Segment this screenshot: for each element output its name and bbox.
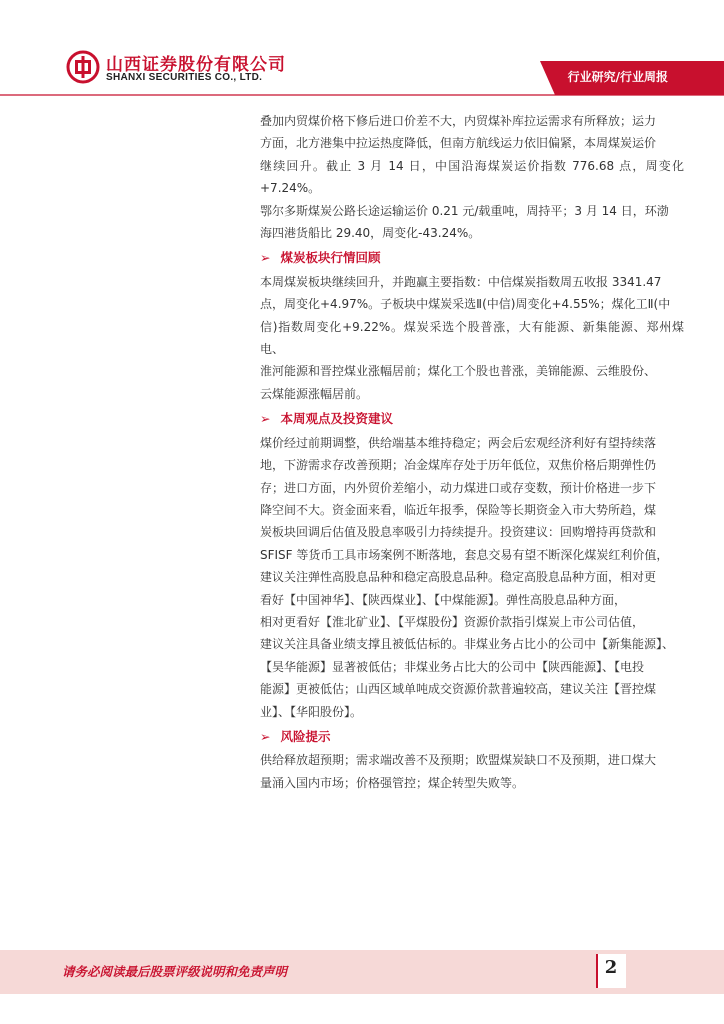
paragraph-freight (260, 110, 684, 244)
text-line: 【昊华能源】显著被低估；非煤业务占比大的公司中【陕西能源】、【电投 (260, 659, 645, 674)
text-line: 海四港货船比 29.40，周变化-43.24%。 (260, 226, 481, 241)
text-line: 信)指数周变化+9.22%。煤炭采选个股普涨，大有能源、新集能源、郑州煤电、 (260, 319, 684, 357)
page-number: 2 (604, 957, 618, 978)
section-heading-market-review (260, 247, 684, 269)
text-line: 叠加内贸煤价格下修后进口价差不大，内贸煤补库拉运需求有所释放；运力 (260, 114, 657, 128)
text-line: 供给释放超预期；需求端改善不及预期；欧盟煤炭缺口不及预期，进口煤大 (260, 753, 657, 768)
text-line: 能源】更被低估；山西区域单吨成交资源价款普遍较高，建议关注【晋控煤 (260, 682, 657, 697)
text-line: 煤价经过前期调整，供给端基本维持稳定；两会后宏观经济利好有望持续落 (260, 435, 657, 450)
text-line: 淮河能源和晋控煤业涨幅居前；煤化工个股也普涨，美锦能源、云维股份、 (260, 364, 657, 379)
text-line: 地，下游需求存改善预期；冶金煤库存处于历年低位，双焦价格后期弹性仍 (260, 458, 657, 473)
text-line: 云煤能源涨幅居前。 (260, 386, 369, 401)
footer-disclaimer: 请务必阅读最后股票评级说明和免责声明 (62, 964, 288, 979)
company-name-en: SHANXI SECURITIES CO., LTD. (106, 72, 263, 83)
section-title: 风险提示 (280, 728, 331, 744)
text-line: 存；进口方面，内外贸价差缩小，动力煤进口或存变数，预计价格进一步下 (260, 480, 657, 495)
arrow-bullet-icon: ➢ (260, 250, 271, 266)
arrow-bullet-icon: ➢ (260, 411, 271, 427)
text-line: 相对更看好【淮北矿业】、【平煤股份】资源价款指引煤炭上市公司估值， (260, 614, 645, 629)
section-heading-outlook (260, 408, 684, 430)
text-line: 建议关注具备业绩支撑且被低估标的。非煤业务占比小的公司中【新集能源】、 (260, 637, 675, 652)
section-title: 本周观点及投资建议 (280, 411, 393, 427)
text-line: 业】、【华阳股份】。 (260, 704, 363, 719)
text-line: SFISF 等货币工具市场案例不断落地，套息交易有望不断深化煤炭红利价值， (260, 547, 669, 562)
text-line: 本周煤炭板块继续回升，并跑赢主要指数：中信煤炭指数周五收报 3341.47 (260, 274, 662, 289)
paragraph-outlook (260, 432, 684, 723)
text-line: 量涌入国内市场；价格强管控；煤企转型失败等。 (260, 775, 525, 790)
text-line: 炭板块回调后估值及股息率吸引力持续提升。投资建议：回购增持再贷款和 (260, 525, 657, 540)
text-line: 继续回升。截止 3 月 14 日，中国沿海煤炭运价指数 776.68 点，周变化+7.24%。 (260, 158, 684, 196)
paragraph-risk (260, 749, 684, 794)
arrow-bullet-icon: ➢ (260, 728, 271, 744)
section-heading-risk (260, 726, 684, 748)
section-title: 煤炭板块行情回顾 (280, 250, 381, 266)
report-type-label: 行业研究/行业周报 (567, 70, 668, 84)
text-line: 鄂尔多斯煤炭公路长途运输运价 0.21 元/载重吨，周持平；3 月 14 日，环渤 (260, 203, 669, 218)
paragraph-market-review (260, 271, 684, 405)
text-line: 建议关注弹性高股息品种和稳定高股息品种。稳定高股息品种方面，相对更 (260, 570, 657, 585)
text-line: 降空间不大。资金面来看，临近年报季，保险等长期资金入市大势所趋，煤 (260, 502, 657, 517)
text-line: 点，周变化+4.97%。子板块中煤炭采选Ⅱ(中信)周变化+4.55%；煤化工Ⅱ(中 (260, 297, 671, 312)
company-name-cn: 山西证券股份有限公司 (106, 55, 286, 75)
text-line: 看好【中国神华】、【陕西煤业】、【中煤能源】。弹性高股息品种方面， (260, 592, 627, 607)
report-body (260, 110, 684, 794)
text-line: 方面，北方港集中拉运热度降低，但南方航线运力依旧偏紧，本周煤炭运价 (260, 136, 657, 151)
